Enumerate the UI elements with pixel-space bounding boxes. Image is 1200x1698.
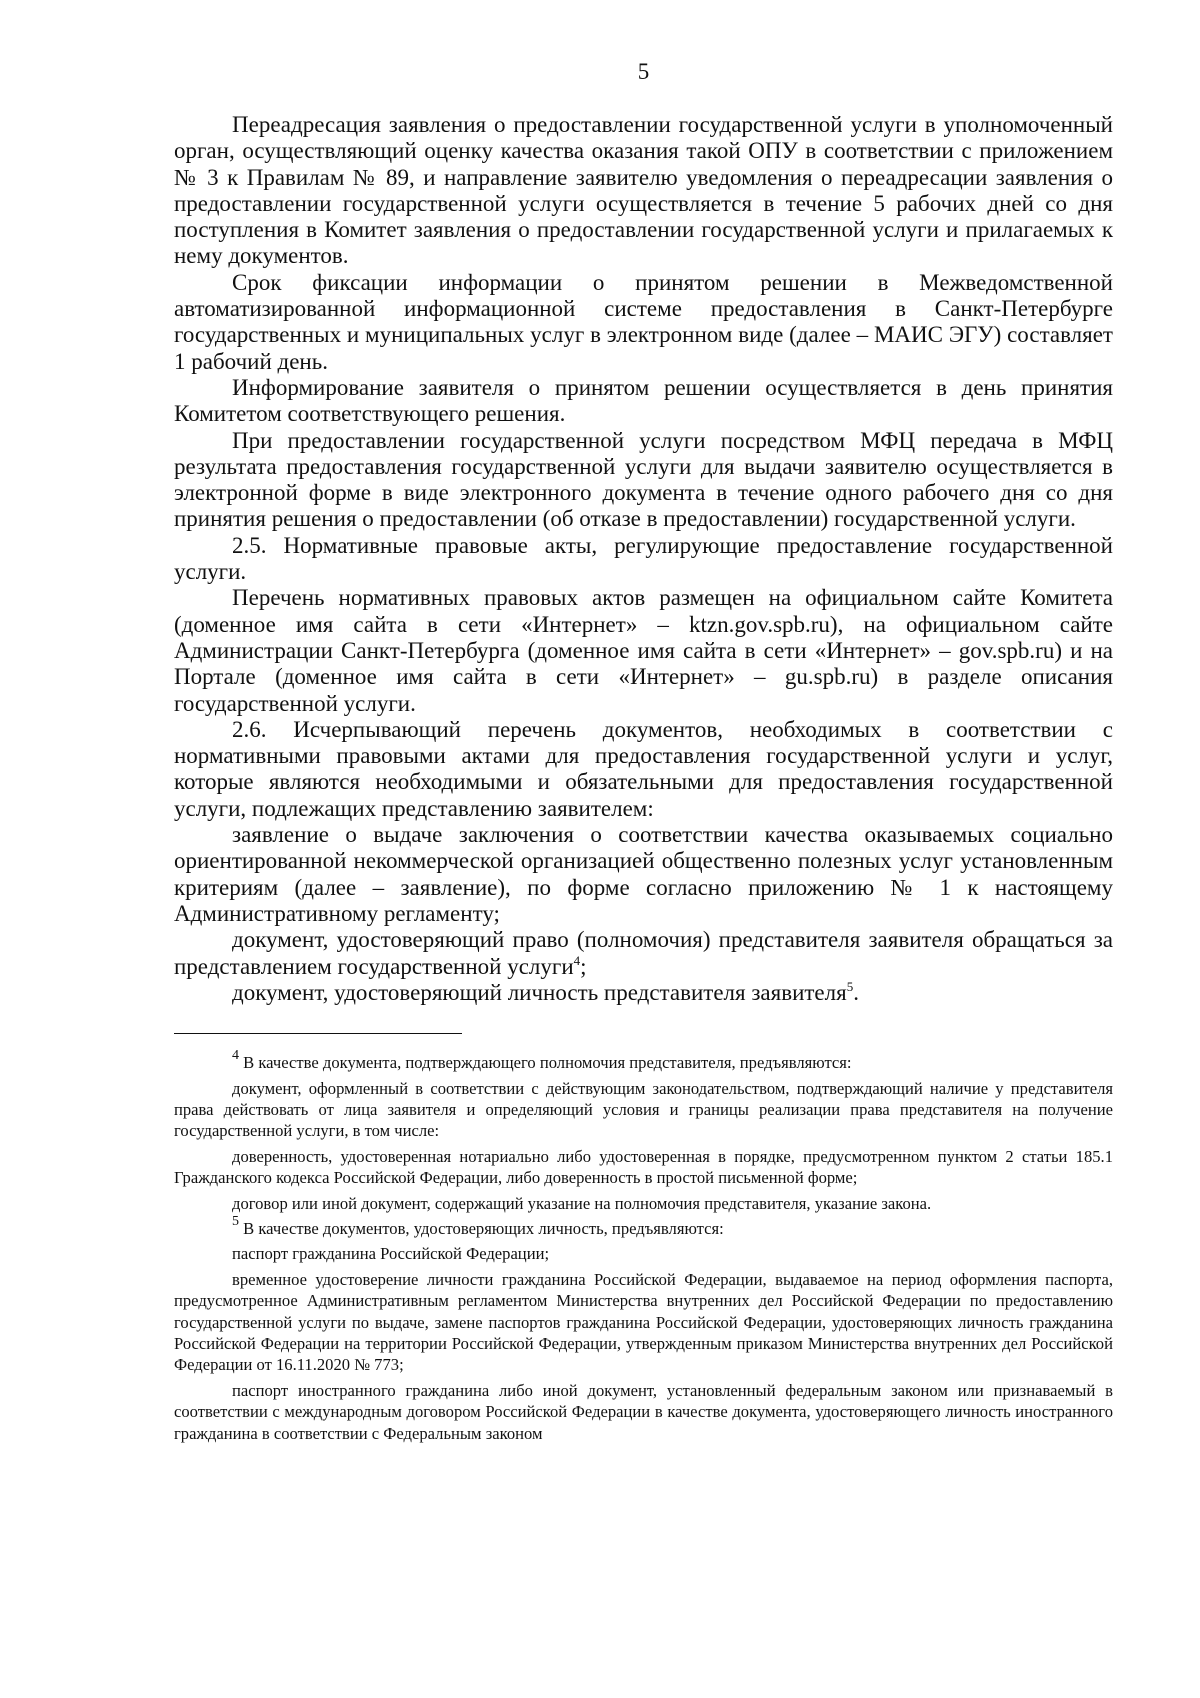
paragraph-inform: Информирование заявителя о принятом решении осуществляется в день принятия Комитетом соответствующего решения. — [174, 374, 1113, 427]
footnote-separator — [174, 1033, 462, 1034]
footnote-text: В качестве документов, удостоверяющих личность, предъявляются: — [243, 1218, 724, 1238]
footnote-5-item: паспорт гражданина Российской Федерации; — [232, 1244, 550, 1264]
list-item-application: заявление о выдаче заключения о соответствии качества оказываемых социально ориентированной некоммерческой организацией общественно полезных услуг установленным критериям (далее – заявление), по форме согласно приложению № 1 к настоящему Административному регламенту; — [174, 822, 1113, 926]
footnote-4-item: договор или иной документ, содержащий указание на полномочия представителя, указание закона. — [232, 1193, 932, 1213]
list-item-tail: . — [853, 979, 859, 1005]
paragraph-record-term: Срок фиксации информации о принятом решении в Межведомственной автоматизированной информационной системе предоставления в Санкт-Петербурге государственных и муниципальных услуг в электронном виде (далее – МАИС ЭГУ) составляет 1 рабочий день. — [174, 269, 1113, 374]
footnote-5-item: паспорт иностранного гражданина либо иной документ, установленный федеральным законом или признаваемый в соответствии с международным договором Российской Федерации в качестве документа, удостоверяющего личность иностранного гражданина в соответствии с Федеральным законом — [174, 1380, 1113, 1443]
footnote-ref-5[interactable]: 5 — [846, 978, 854, 994]
paragraph-mfc: При предоставлении государственной услуги посредством МФЦ передача в МФЦ результата предоставления государственной услуги для выдачи заявителю осуществляется в электронной форме в виде электронного документа в течение одного рабочего дня со дня принятия решения о предоставлении (об отказе в предоставлении) государственной услуги. — [174, 427, 1113, 532]
footnote-5-head — [174, 1213, 1113, 1239]
document-page — [174, 58, 1113, 1448]
footnote-ref-4[interactable]: 4 — [573, 952, 581, 968]
list-item-text: документ, удостоверяющий право (полномочия) представителя заявителя обращаться за представлением государственной услуги — [174, 927, 1113, 979]
footnote-4-item: документ, оформленный в соответствии с действующим законодательством, подтверждающий наличие у представителя права действовать от лица заявителя и определяющий условия и границы реализации права представителя на получение государственной услуги, в том числе: — [174, 1078, 1113, 1141]
main-text — [174, 112, 1113, 1006]
footnotes — [174, 1048, 1113, 1444]
list-item-identity-document — [174, 980, 1113, 1006]
section-heading-2-6: 2.6. Исчерпывающий перечень документов, необходимых в соответствии с нормативными правовыми актами для предоставления государственной услуги и услуг, которые являются необходимыми и обязательными для предоставления государственной услуги, подлежащих представлению заявителем: — [174, 716, 1113, 821]
list-item-tail: ; — [580, 953, 587, 979]
footnote-5-item: временное удостоверение личности гражданина Российской Федерации, выдаваемое на период оформления паспорта, предусмотренное Административным регламентом Министерства внутренних дел Российской Федерации по предоставлению государственной услуги по выдаче, замене паспортов гражданина Российской Федерации, удостоверяющих личность гражданина Российской Федерации на территории Российской Федерации, утвержденным приказом Министерства внутренних дел Российской Федерации от 16.11.2020 № 773; — [174, 1269, 1113, 1375]
footnote-marker-5: 5 — [232, 1213, 239, 1229]
list-item-text: документ, удостоверяющий личность представителя заявителя — [232, 979, 847, 1005]
page-number: 5 — [637, 59, 650, 84]
footnote-text: В качестве документа, подтверждающего полномочия представителя, предъявляются: — [243, 1053, 852, 1073]
footnote-marker-4: 4 — [232, 1048, 239, 1064]
footnote-4-item: доверенность, удостоверенная нотариально либо удостоверенная в порядке, предусмотренном пунктом 2 статьи 185.1 Гражданского кодекса Российской Федерации, либо доверенность в простой письменной форме; — [174, 1146, 1113, 1188]
paragraph-readdress: Переадресация заявления о предоставлении государственной услуги в уполномоченный орган, осуществляющий оценку качества оказания такой ОПУ в соответствии с приложением № 3 к Правилам № 89, и направление заявителю уведомления о переадресации заявления о предоставлении государственной услуги осуществляется в течение 5 рабочих дней со дня поступления в Комитет заявления о предоставлении государственной услуги и прилагаемых к нему документов. — [174, 112, 1113, 269]
section-heading-2-5: 2.5. Нормативные правовые акты, регулирующие предоставление государственной услуги. — [174, 532, 1113, 585]
list-item-authority-document — [174, 927, 1113, 980]
paragraph-legal-acts: Перечень нормативных правовых актов размещен на официальном сайте Комитета (доменное имя сайта в сети «Интернет» – ktzn.gov.spb.ru), на официальном сайте Администрации Санкт-Петербурга (доменное имя сайта в сети «Интернет» – gov.spb.ru) и на Портале (доменное имя сайта в сети «Интернет» – gu.spb.ru) в разделе описания государственной услуги. — [174, 585, 1113, 716]
footnote-4-head — [174, 1048, 1113, 1073]
